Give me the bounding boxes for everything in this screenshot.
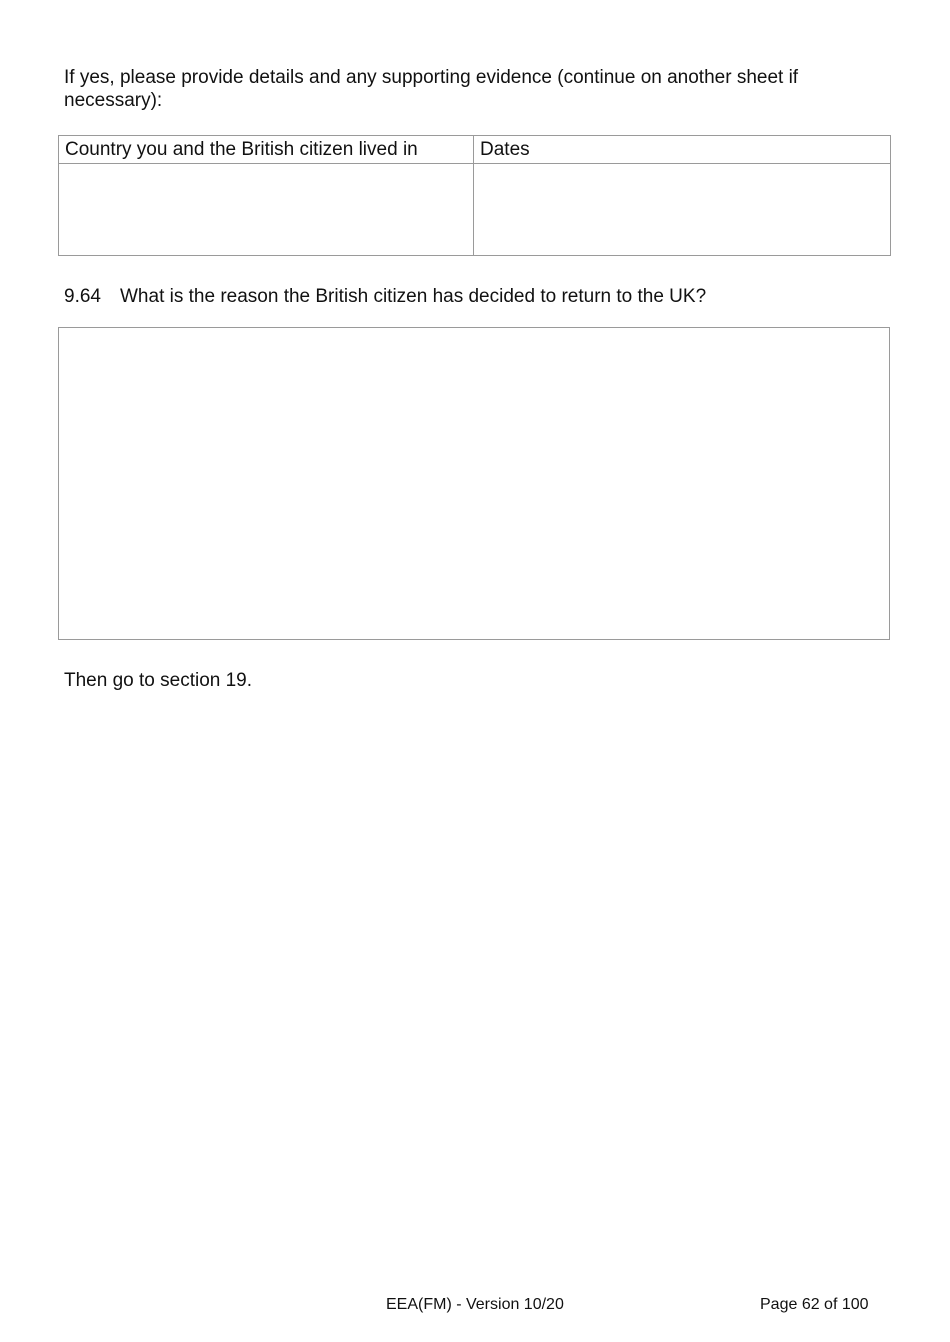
- column-header-country: Country you and the British citizen lived in: [59, 136, 474, 164]
- instruction-text: Then go to section 19.: [64, 670, 253, 691]
- question-9-64: [64, 285, 706, 308]
- country-field[interactable]: [59, 164, 473, 255]
- table-header-row: [59, 136, 891, 164]
- countries-lived-table: [58, 135, 891, 256]
- footer-version: EEA(FM) - Version 10/20: [386, 1296, 564, 1313]
- dates-field[interactable]: [474, 164, 890, 255]
- question-number: 9.64: [64, 286, 101, 307]
- footer-page-number: Page 62 of 100: [760, 1296, 869, 1313]
- table-row: [59, 164, 891, 256]
- return-reason-answer-field[interactable]: [58, 327, 890, 640]
- dates-cell[interactable]: [474, 164, 891, 256]
- question-text: What is the reason the British citizen has decided to return to the UK?: [120, 286, 707, 307]
- intro-text: If yes, please provide details and any supporting evidence (continue on another sheet if necessary):: [64, 67, 799, 111]
- country-cell[interactable]: [59, 164, 474, 256]
- column-header-dates: Dates: [474, 136, 891, 164]
